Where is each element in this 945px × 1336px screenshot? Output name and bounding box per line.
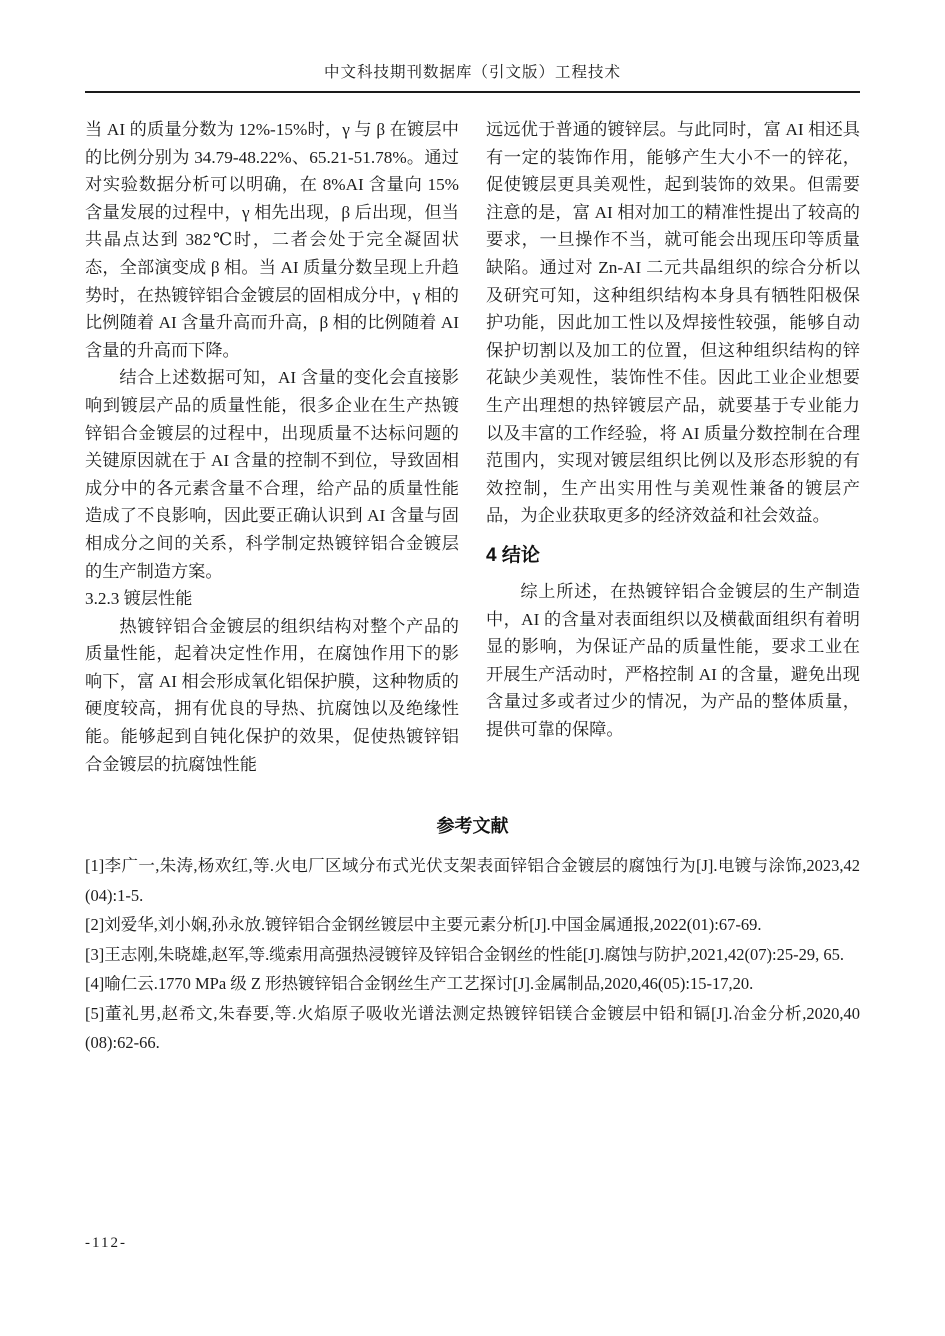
paragraph-al-content-impact: 结合上述数据可知，AI 含量的变化会直接影响到镀层产品的质量性能，很多企业在生产热镀锌铝合金镀层的过程中，出现质量不达标问题的关键原因就在于 AI 含量的控制不到位，导致固相成分中的各元素含量不合理，给产品的质量性能造成了不良影响，因此要正确认识到 AI 含量与固相成分之间的关系，科学制定热镀锌铝合金镀层的生产制造方案。 (85, 368, 459, 581)
heading-3-2-3-coating-performance: 3.2.3 镀层性能 (85, 589, 193, 609)
references-section (85, 812, 860, 1058)
reference-item-5: [5]董礼男,赵希文,朱春要,等.火焰原子吸收光谱法测定热镀锌铝镁合金镀层中铅和镉[J].冶金分析,2020,40 (08):62-66. (85, 1003, 860, 1053)
page-header (0, 0, 945, 82)
reference-item-2: [2]刘爱华,刘小娴,孙永放.镀锌铝合金钢丝镀层中主要元素分析[J].中国金属通报,2022(01):67-69. (85, 915, 762, 935)
paragraph-al-mass-fraction: 当 AI 的质量分数为 12%-15%时，γ 与 β 在镀层中的比例分别为 34.79-48.22%、65.21-51.78%。通过对实验数据分析可以明确，在 8%AI 含量向 15%含量发展的过程中，γ 相先出现，β 后出现，但当共晶点达到 382℃时，二者会处于完全凝固状态，全部演变成 β 相。当 AI 质量分数呈现上升趋势时，在热镀锌铝合金镀层的固相成分中，γ 相的比例随着 AI 含量升高而升高，β 相的比例随着 AI 含量的升高而下降。 (85, 120, 459, 360)
paragraph-conclusion: 综上所述，在热镀锌铝合金镀层的生产制造中，AI 的含量对表面组织以及横截面组织有着明显的影响，为保证产品的质量性能，要求工业在开展生产活动时，严格控制 AI 的含量，避免出现含量过多或者过少的情况，为产品的整体质量，提供可靠的保障。 (486, 581, 860, 739)
page-number: -112- (85, 1235, 127, 1251)
heading-4-conclusion: 4 结论 (486, 544, 540, 566)
journal-header-title: 中文科技期刊数据库（引文版）工程技术 (323, 64, 621, 81)
body-columns (85, 116, 860, 778)
reference-item-4: [4]喻仁云.1770 MPa 级 Z 形热镀锌铝合金钢丝生产工艺探讨[J].金属制品,2020,46(05):15-17,20. (85, 974, 754, 994)
reference-item-3: [3]王志刚,朱晓雄,赵军,等.缆索用高强热浸镀锌及锌铝合金钢丝的性能[J].腐蚀与防护,2021,42(07):25-29, 65. (85, 944, 844, 964)
header-divider (85, 91, 860, 93)
reference-item-1: [1]李广一,朱涛,杨欢红,等.火电厂区域分布式光伏支架表面锌铝合金镀层的腐蚀行为[J].电镀与涂饰,2023,42 (04):1-5. (85, 856, 860, 905)
left-column (85, 116, 459, 778)
paragraph-coating-advantages: 远远优于普通的镀锌层。与此同时，富 AI 相还具有一定的装饰作用，能够产生大小不一的锌花，促使镀层更具美观性，起到装饰的效果。但需要注意的是，富 AI 相对加工的精准性提出了较高的要求，一旦操作不当，就可能会出现压印等质量缺陷。通过对 Zn-AI 二元共晶组织的综合分析以及研究可知，这种组织结构本身具有牺牲阳极保护功能，因此加工性以及焊接性较强，能够自动保护切割以及加工的位置，但这种组织结构的锌花缺少美观性，装饰性不佳。因此工业企业想要生产出理想的热锌镀层产品，就要基于专业能力以及丰富的工作经验，将 AI 质量分数控制在合理范围内，实现对镀层组织比例以及形态形貌的有效控制，生产出实用性与美观性兼备的镀层产品，为企业获取更多的经济效益和社会效益。 (486, 120, 860, 526)
right-column (486, 116, 860, 778)
references-heading: 参考文献 (436, 816, 509, 837)
paragraph-coating-structure: 热镀锌铝合金镀层的组织结构对整个产品的质量性能，起着决定性作用，在腐蚀作用下的影响下，富 AI 相会形成氧化铝保护膜，这种物质的硬度较高，拥有优良的导热、抗腐蚀以及绝缘性能。能够起到自钝化保护的效果，促使热镀锌铝合金镀层的抗腐蚀性能 (85, 616, 459, 774)
